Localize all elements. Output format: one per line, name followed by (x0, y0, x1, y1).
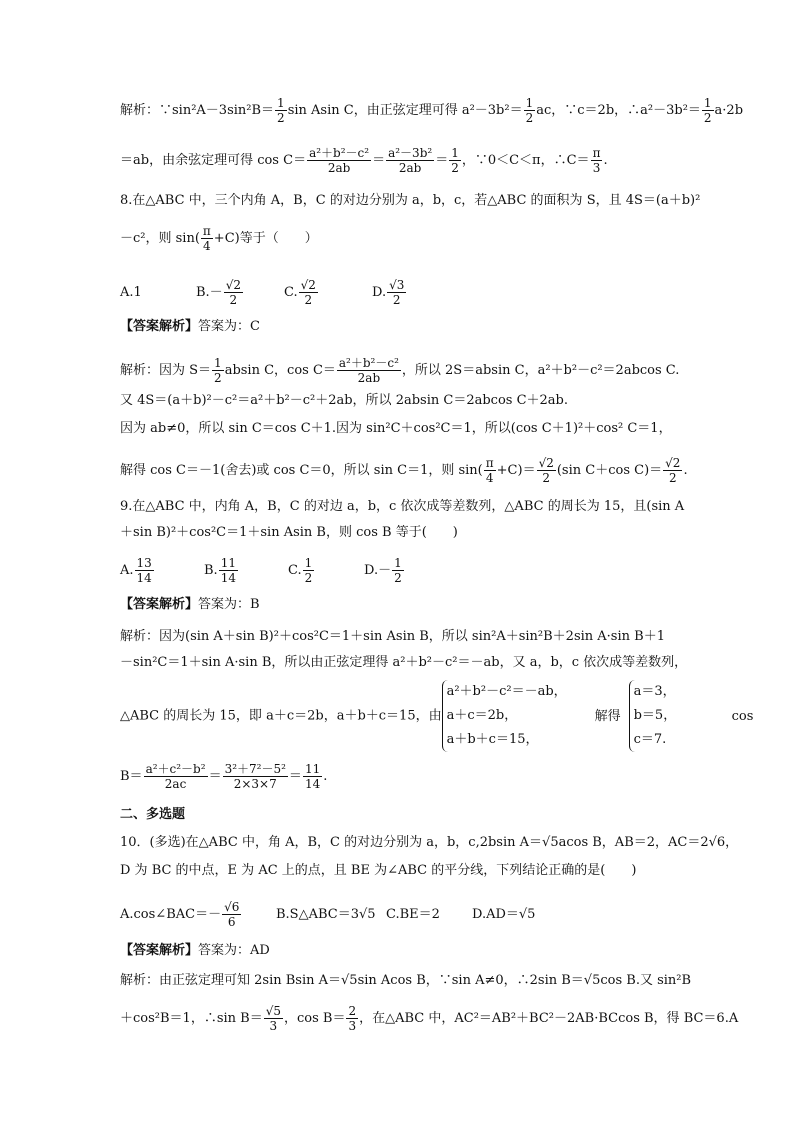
fraction: $\frac{\text{a²＋b²－c²}}{2ab}$ (309, 146, 370, 175)
fraction: $\frac{\pi}{3}$ (592, 146, 601, 175)
fraction: $\frac{1}{2}$ (451, 146, 459, 175)
option-b: B.S△ABC＝3√5 (276, 907, 376, 922)
option-a: A.cos∠BAC＝－ $\frac{√6}{6}$ (120, 900, 240, 929)
text: a·2b (714, 103, 744, 118)
solution-9-line-4: B＝ $\frac{\text{a²＋c²－b²}}{2ac}$ ＝ $\frac{\text{3²＋7²－5²}}{2\times 3\times 7}$ ＝ $\frac{11}{14}$ . (120, 762, 328, 791)
solution-9-line-2: －sin²C＝1＋sin A·sin B，所以由正弦定理得 a²＋b²－c²＝－ab，又 a，b，c 依次成等差数列， (120, 655, 688, 670)
equation-system: a²＋b²－c²＝－ab， a＋c＝2b， a＋b＋c＝15， (442, 680, 579, 752)
option-b: B. $\frac{11}{14}$ (204, 556, 236, 585)
option-b: B.－ $\frac{√2}{2}$ (196, 278, 241, 307)
fraction: $\frac{1}{2}$ (525, 96, 534, 125)
option-d: D.AD＝√5 (472, 907, 536, 922)
question-9-options (120, 556, 405, 585)
option-a: A.1 (120, 285, 142, 300)
answer-8: 【答案解析】答案为：C (120, 319, 260, 334)
section-heading: 二、多选题 (120, 807, 186, 822)
question-8-options (120, 278, 407, 307)
solution-10-line-1: 解析：由正弦定理可知 2sin Bsin A＝√5sin Acos B，∵sin A≠0，∴2sin B＝√5cos B.又 sin²B (120, 973, 692, 988)
option-c: C. $\frac{√2}{2}$ (284, 278, 316, 307)
question-9-line-1: 9.在△ABC 中，内角 A，B，C 的对边 a，b，c 依次成等差数列，△ABC 的周长为 15，且(sin A (120, 499, 685, 514)
answer-10: 【答案解析】答案为：AD (120, 943, 270, 958)
solution-8-line-2: 又 4S＝(a＋b)²－c²＝a²＋b²－c²＋2ab，所以 2absin C＝2abcos C＋2ab. (120, 393, 568, 408)
solution-9-line-1: 解析：因为(sin A＋sin B)²＋cos²C＝1＋sin Asin B，所以 sin²A＋sin²B＋2sin A·sin B＋1 (120, 629, 665, 644)
option-d: D.－ $\frac{1}{2}$ (364, 556, 402, 585)
fraction: $\frac{\pi}{4}$ (202, 224, 211, 253)
equation-system-solution: a＝3， b＝5， c＝7. (629, 680, 698, 752)
answer-9: 【答案解析】答案为：B (120, 597, 260, 612)
option-d: D. $\frac{√3}{2}$ (372, 278, 405, 307)
question-10-line-1: 10．(多选)在△ABC 中，角 A，B，C 的对边分别为 a，b，c,2bsin A＝√5acos B，AB＝2，AC＝2√6， (120, 835, 739, 850)
question-8-line-2: －c²，则 sin( $\frac{\pi}{4}$ +C)等于（ ） (120, 224, 318, 253)
fraction: $\frac{1}{2}$ (703, 96, 712, 125)
solution-9-line-3: △ABC 的周长为 15，即 a＋c＝2b，a＋b＋c＝15，由 a²＋b²－c²＝－ab， a＋c＝2b， a＋b＋c＝15， 解得 a＝3， b＝5， c＝7. cos (120, 680, 753, 752)
question-9-line-2: ＋sin B)²＋cos²C＝1＋sin Asin B，则 cos B 等于( ) (120, 525, 458, 540)
fraction: $\frac{1}{2}$ (277, 96, 285, 125)
option-c: C. $\frac{1}{2}$ (288, 556, 313, 585)
question-10-options (120, 900, 535, 929)
solution-7-line-1 (120, 96, 743, 125)
option-c: C.BE＝2 (386, 907, 440, 922)
option-a: A. $\frac{13}{14}$ (120, 556, 152, 585)
text: 解析：∵sin²A－3sin²B＝ (120, 103, 275, 118)
solution-8-line-3: 因为 ab≠0，所以 sin C＝cos C＋1.因为 sin²C＋cos²C＝1，所以(cos C＋1)²＋cos² C＝1， (120, 421, 672, 436)
solution-8-line-1: 解析：因为 S＝ $\frac{1}{2}$ absin C，cos C＝ $\frac{\text{a²＋b²－c²}}{2ab}$ ，所以 2S＝absin C，a²＋b²－c²＝2abcos C. (120, 356, 680, 385)
fraction: $\frac{\text{a²－3b²}}{2ab}$ (388, 146, 433, 175)
text: ac，∵c＝2b，∴a²－3b²＝ (536, 103, 701, 118)
solution-8-line-4: 解得 cos C＝－1(舍去)或 cos C＝0，所以 sin C＝1，则 sin( $\frac{\pi}{4}$ +C)＝ $\frac{√2}{2}$ (sin C＋cos C)＝ $\frac{√2}{2}$ . (120, 456, 688, 485)
question-10-line-2: D 为 BC 的中点，E 为 AC 上的点，且 BE 为∠ABC 的平分线，下列结论正确的是( ) (120, 863, 637, 878)
text: sin Asin C，由正弦定理可得 a²－3b²＝ (287, 103, 523, 118)
solution-10-line-2: ＋cos²B＝1，∴sin B＝ $\frac{√5}{3}$ ，cos B＝ $\frac{2}{3}$ ，在△ABC 中，AC²＝AB²＋BC²－2AB·BCcos B，得 BC＝6.A (120, 1004, 739, 1033)
solution-7-line-2: ＝ab，由余弦定理可得 cos C＝ $\frac{\text{a²＋b²－c²}}{2ab}$ ＝ $\frac{\text{a²－3b²}}{2ab}$ ＝ $\frac{1}{2}$ ，∵0＜C＜π，∴C＝ $\frac{\pi}{3}$ . (120, 146, 608, 175)
question-8-line-1: 8.在△ABC 中，三个内角 A，B，C 的对边分别为 a，b，c，若△ABC 的面积为 S，且 4S＝(a＋b)² (120, 193, 701, 208)
